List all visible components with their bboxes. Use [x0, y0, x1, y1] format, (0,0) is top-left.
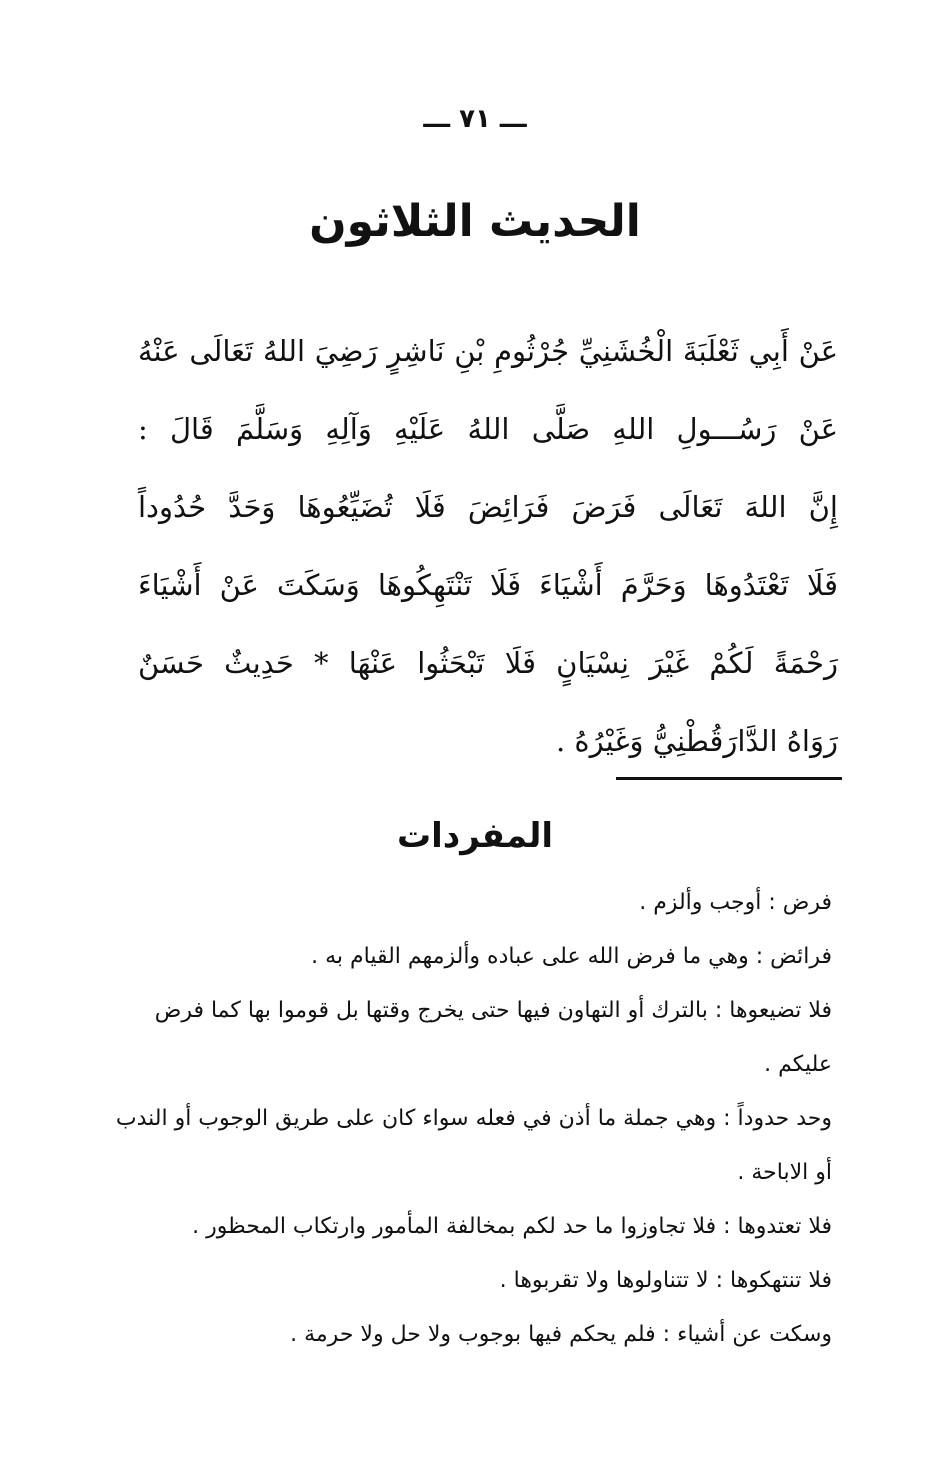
vocabulary-list: [112, 876, 832, 1362]
vocabulary-item: [112, 984, 832, 1092]
hadith-text: [138, 312, 838, 780]
vocabulary-definition: فلم يحكم فيها بوجوب ولا حل ولا حرمة .: [290, 1322, 656, 1347]
vocabulary-definition: لا تتناولوها ولا تقربوها .: [499, 1268, 709, 1293]
vocabulary-definition: وهي ما فرض الله على عباده وألزمهم القيام به .: [311, 944, 749, 969]
vocabulary-heading: المفردات: [396, 816, 554, 856]
vocabulary-term: فرض :: [761, 890, 832, 915]
vocabulary-item: [112, 876, 832, 930]
vocabulary-term: وسكت عن أشياء :: [656, 1322, 832, 1347]
hadith-line: إِنَّ اللهَ تَعَالَى فَرَضَ فَرَائِضَ فَلَا تُضَيِّعُوهَا وَحَدَّ حُدُوداً: [138, 490, 838, 524]
vocabulary-term: فلا تنتهكوها :: [709, 1268, 832, 1293]
hadith-line: رَحْمَةً لَكُمْ غَيْرَ نِسْيَانٍ فَلَا تَبْحَثُوا عَنْهَا * حَدِيثٌ حَسَنٌ: [138, 646, 838, 680]
vocabulary-term: فلا تعتدوها :: [716, 1214, 832, 1239]
vocabulary-term: وحد حدوداً :: [716, 1106, 832, 1131]
hadith-line: عَنْ أَبِي ثَعْلَبَةَ الْخُشَنِيِّ جُرْثُومِ بْنِ نَاشِرٍ رَضِيَ اللهُ تَعَالَى عَنْهُ: [138, 334, 838, 368]
page-number: ـــ ٧١ ـــ: [423, 104, 527, 134]
vocabulary-definition: أوجب وألزم .: [639, 890, 762, 915]
vocabulary-definition: فلا تجاوزوا ما حد لكم بمخالفة المأمور وارتكاب المحظور .: [192, 1214, 717, 1239]
hadith-title: الحديث الثلاثون: [309, 196, 641, 247]
vocabulary-item: [112, 930, 832, 984]
hadith-line: عَنْ رَسُـــولِ اللهِ صَلَّى اللهُ عَلَيْهِ وَآلِهِ وَسَلَّمَ قَالَ :: [138, 412, 838, 446]
hadith-line: رَوَاهُ الدَّارَقُطْنِيُّ وَغَيْرُهُ .: [556, 724, 838, 758]
vocabulary-item: [112, 1092, 832, 1200]
vocabulary-term: فلا تضيعوها :: [708, 998, 832, 1023]
vocabulary-item: [112, 1308, 832, 1362]
vocabulary-definition: بالترك أو التهاون فيها حتى يخرج وقتها بل قوموا بها كما فرض عليكم .: [154, 998, 832, 1077]
vocabulary-item: [112, 1200, 832, 1254]
vocabulary-term: فرائض :: [749, 944, 832, 969]
hadith-line: فَلَا تَعْتَدُوهَا وَحَرَّمَ أَشْيَاءَ فَلَا تَنْتَهِكُوهَا وَسَكَتَ عَنْ أَشْيَاءَ: [138, 568, 838, 602]
vocabulary-definition: وهي جملة ما أذن في فعله سواء كان على طريق الوجوب أو الندب أو الاباحة .: [115, 1106, 832, 1185]
vocabulary-item: [112, 1254, 832, 1308]
section-divider: [616, 777, 842, 780]
